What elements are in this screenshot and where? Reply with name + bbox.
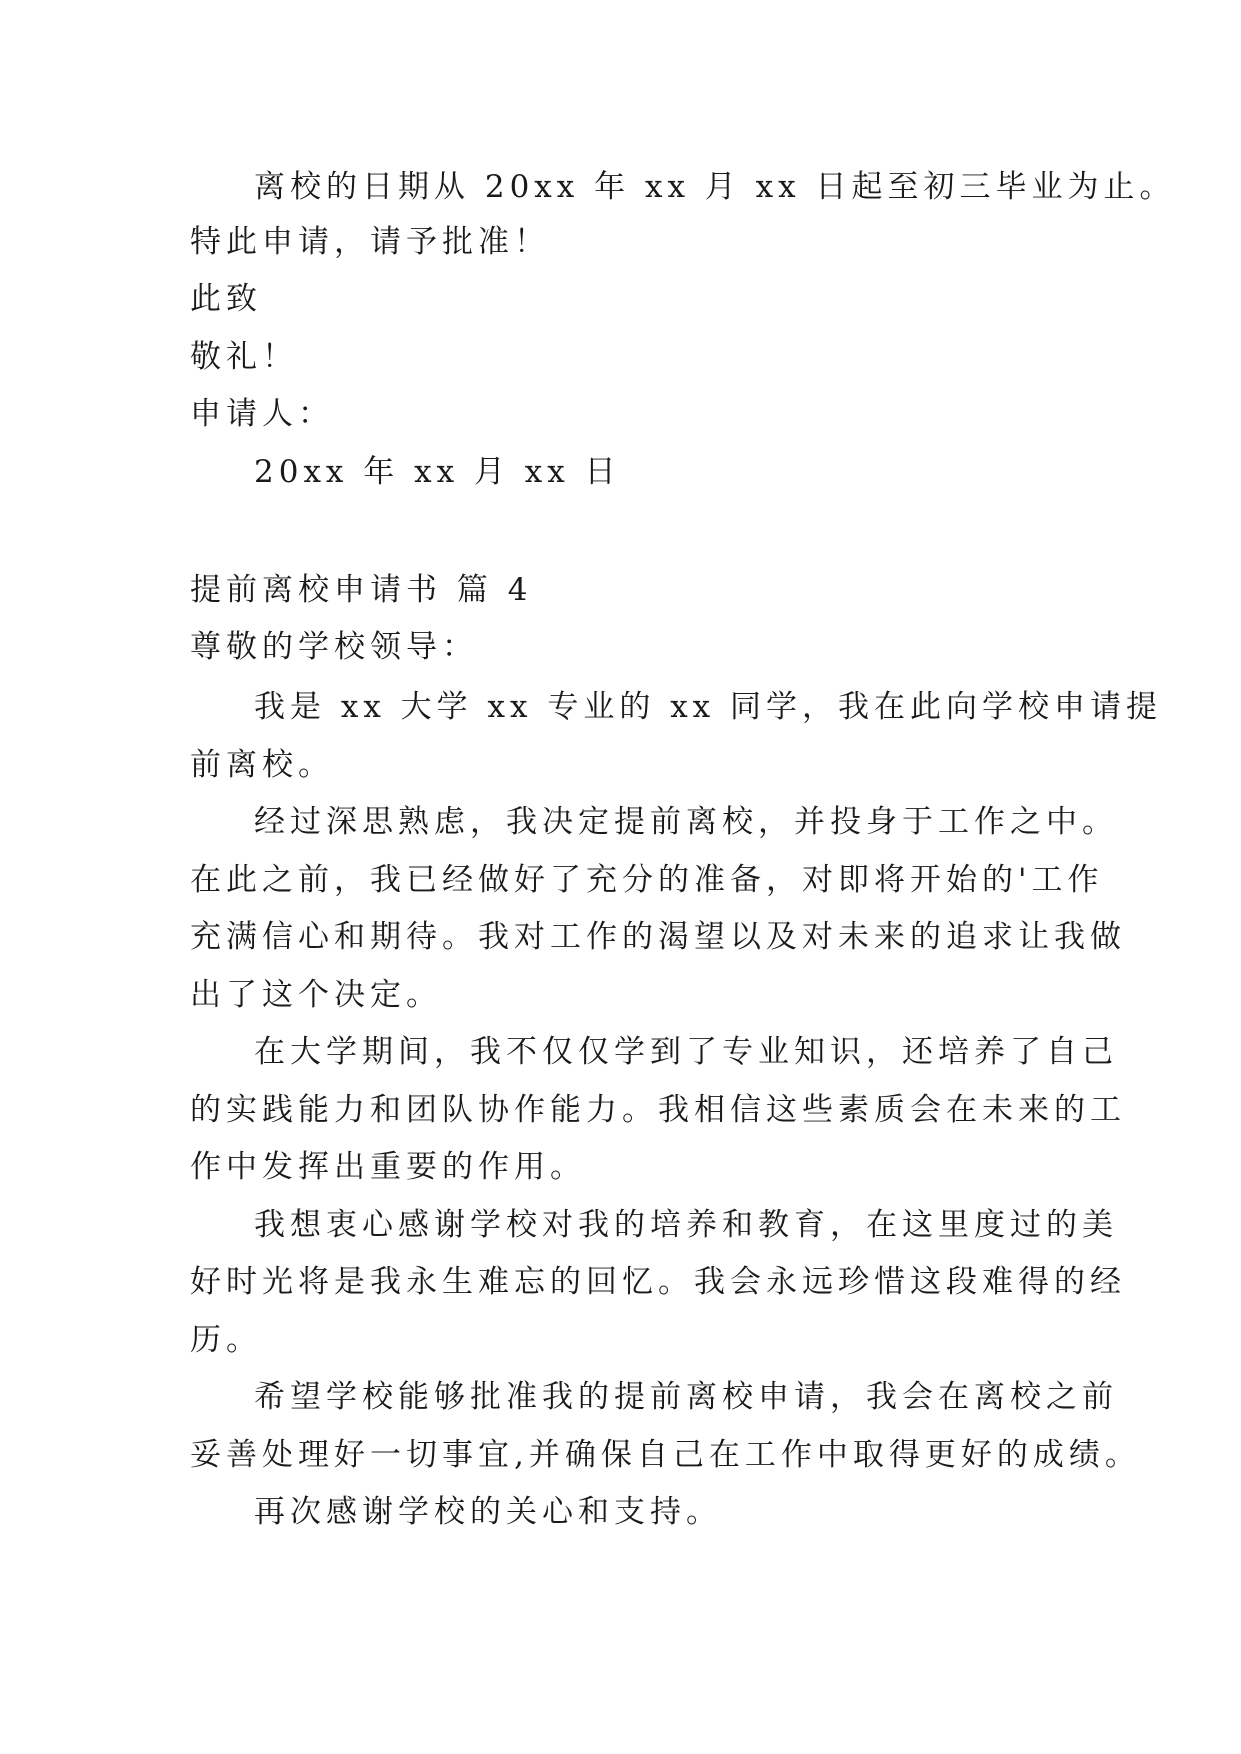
date-line: 20xx 年 xx 月 xx 日	[254, 454, 621, 490]
applicant-label: 申请人：	[190, 396, 334, 432]
salutation: 尊敬的学校领导：	[190, 629, 478, 665]
paragraph-4-line-3: 历。	[190, 1322, 262, 1358]
paragraph-4-line-2: 好时光将是我永生难忘的回忆。我会永远珍惜这段难得的经	[190, 1264, 1126, 1300]
paragraph-1-line-2: 前离校。	[190, 747, 334, 783]
paragraph-2-line-3: 充满信心和期待。我对工作的渴望以及对未来的追求让我做	[190, 919, 1126, 955]
paragraph-2-line-2: 在此之前，我已经做好了充分的准备，对即将开始的'工作	[190, 862, 1104, 898]
paragraph-2-line-1: 经过深思熟虑，我决定提前离校，并投身于工作之中。	[254, 804, 1118, 840]
paragraph-5-line-2: 妥善处理好一切事宜,并确保自己在工作中取得更好的成绩。	[190, 1437, 1141, 1473]
closing-line-1: 此致	[190, 281, 262, 317]
paragraph-3-line-3: 作中发挥出重要的作用。	[190, 1149, 586, 1185]
paragraph-5-line-1: 希望学校能够批准我的提前离校申请，我会在离校之前	[254, 1379, 1118, 1415]
leave-period-line: 离校的日期从 20xx 年 xx 月 xx 日起至初三毕业为止。	[254, 169, 1176, 205]
paragraph-2-line-4: 出了这个决定。	[190, 977, 442, 1013]
section-title: 提前离校申请书 篇 4	[190, 572, 533, 608]
paragraph-6-line-1: 再次感谢学校的关心和支持。	[254, 1494, 722, 1530]
request-line: 特此申请，请予批准！	[190, 224, 550, 260]
paragraph-3-line-1: 在大学期间，我不仅仅学到了专业知识，还培养了自己	[254, 1034, 1118, 1070]
paragraph-4-line-1: 我想衷心感谢学校对我的培养和教育，在这里度过的美	[254, 1207, 1118, 1243]
closing-line-2: 敬礼！	[190, 339, 298, 375]
paragraph-1-line-1: 我是 xx 大学 xx 专业的 xx 同学，我在此向学校申请提	[254, 689, 1163, 725]
paragraph-3-line-2: 的实践能力和团队协作能力。我相信这些素质会在未来的工	[190, 1092, 1126, 1128]
